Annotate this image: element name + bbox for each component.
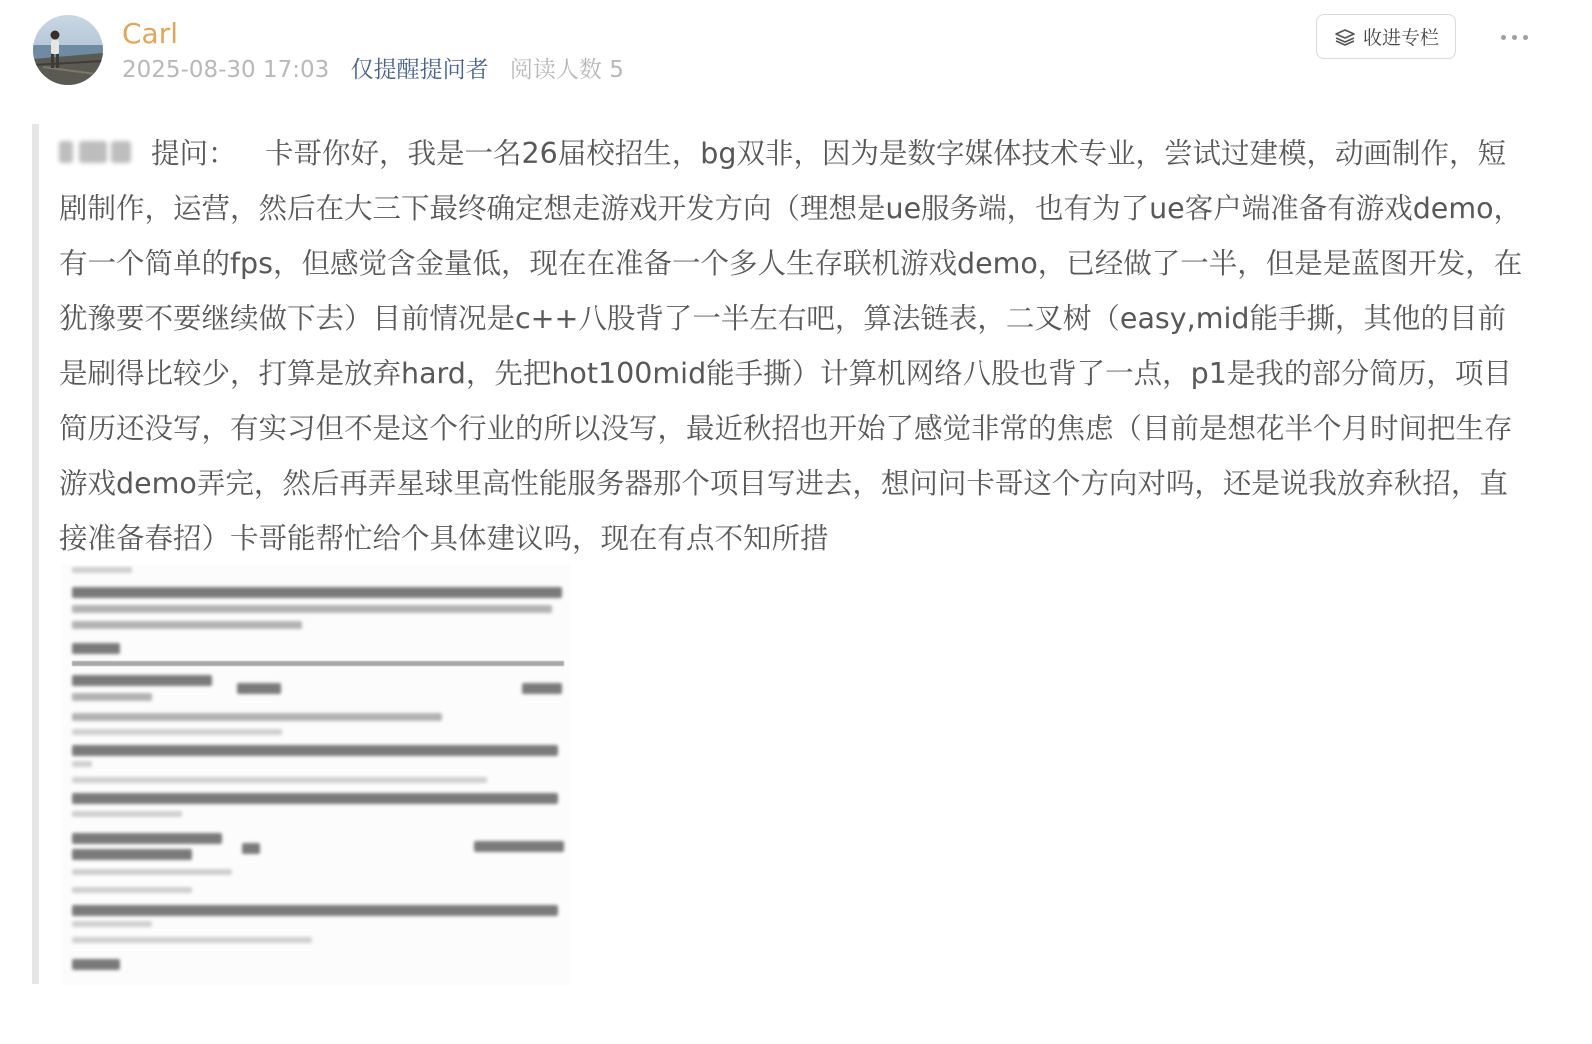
question-text: 卡哥你好，我是一名26届校招生，bg双非，因为是数字媒体技术专业，尝试过建模，动画制作，短剧制作，运营，然后在大三下最终确定想走游戏开发方向（理想是ue服务端，也有为了ue客户端准备有游戏demo，有一个简单的fps，但感觉含金量低，现在在准备一个多人生存联机游戏demo，已经做了一半，但是是蓝图开发，在犹豫要不要继续做下去）目前情况是c++八股背了一半左右吧，算法链表，二叉树（easy,mid能手撕，其他的目前是刷得比较少，打算是放弃hard，先把hot100mid能手撕）计算机网络八股也背了一点，p1是我的部分简历，项目简历还没写，有实习但不是这个行业的所以没写，最近秋招也开始了感觉非常的焦虑（目前是想花半个月时间把生存游戏demo弄完，然后再弄星球里高性能服务器那个项目写进去，想问问卡哥这个方向对吗，还是说我放弃秋招，直接准备春招）卡哥能帮忙给个具体建议吗，现在有点不知所措 <box>59 137 1523 555</box>
more-options-button[interactable] <box>1494 24 1534 50</box>
question-body <box>59 126 1531 566</box>
avatar-photo <box>33 15 103 85</box>
author-avatar[interactable] <box>33 15 103 85</box>
collect-button-label: 收进专栏 <box>1362 27 1439 49</box>
author-name[interactable]: Carl <box>122 17 178 50</box>
post-meta <box>122 54 624 86</box>
resume-image[interactable] <box>62 565 570 985</box>
asker-name-blurred <box>59 137 139 167</box>
question-prefix: 提问： <box>151 137 237 170</box>
more-horizontal-icon <box>1501 35 1528 40</box>
stack-icon <box>1333 27 1357 47</box>
visibility-label: 仅提醒提问者 <box>350 57 489 83</box>
collect-to-column-button[interactable] <box>1316 14 1456 59</box>
quote-bar <box>32 124 39 984</box>
post-date: 2025-08-30 17:03 <box>122 57 330 83</box>
read-count: 阅读人数 5 <box>509 57 624 83</box>
